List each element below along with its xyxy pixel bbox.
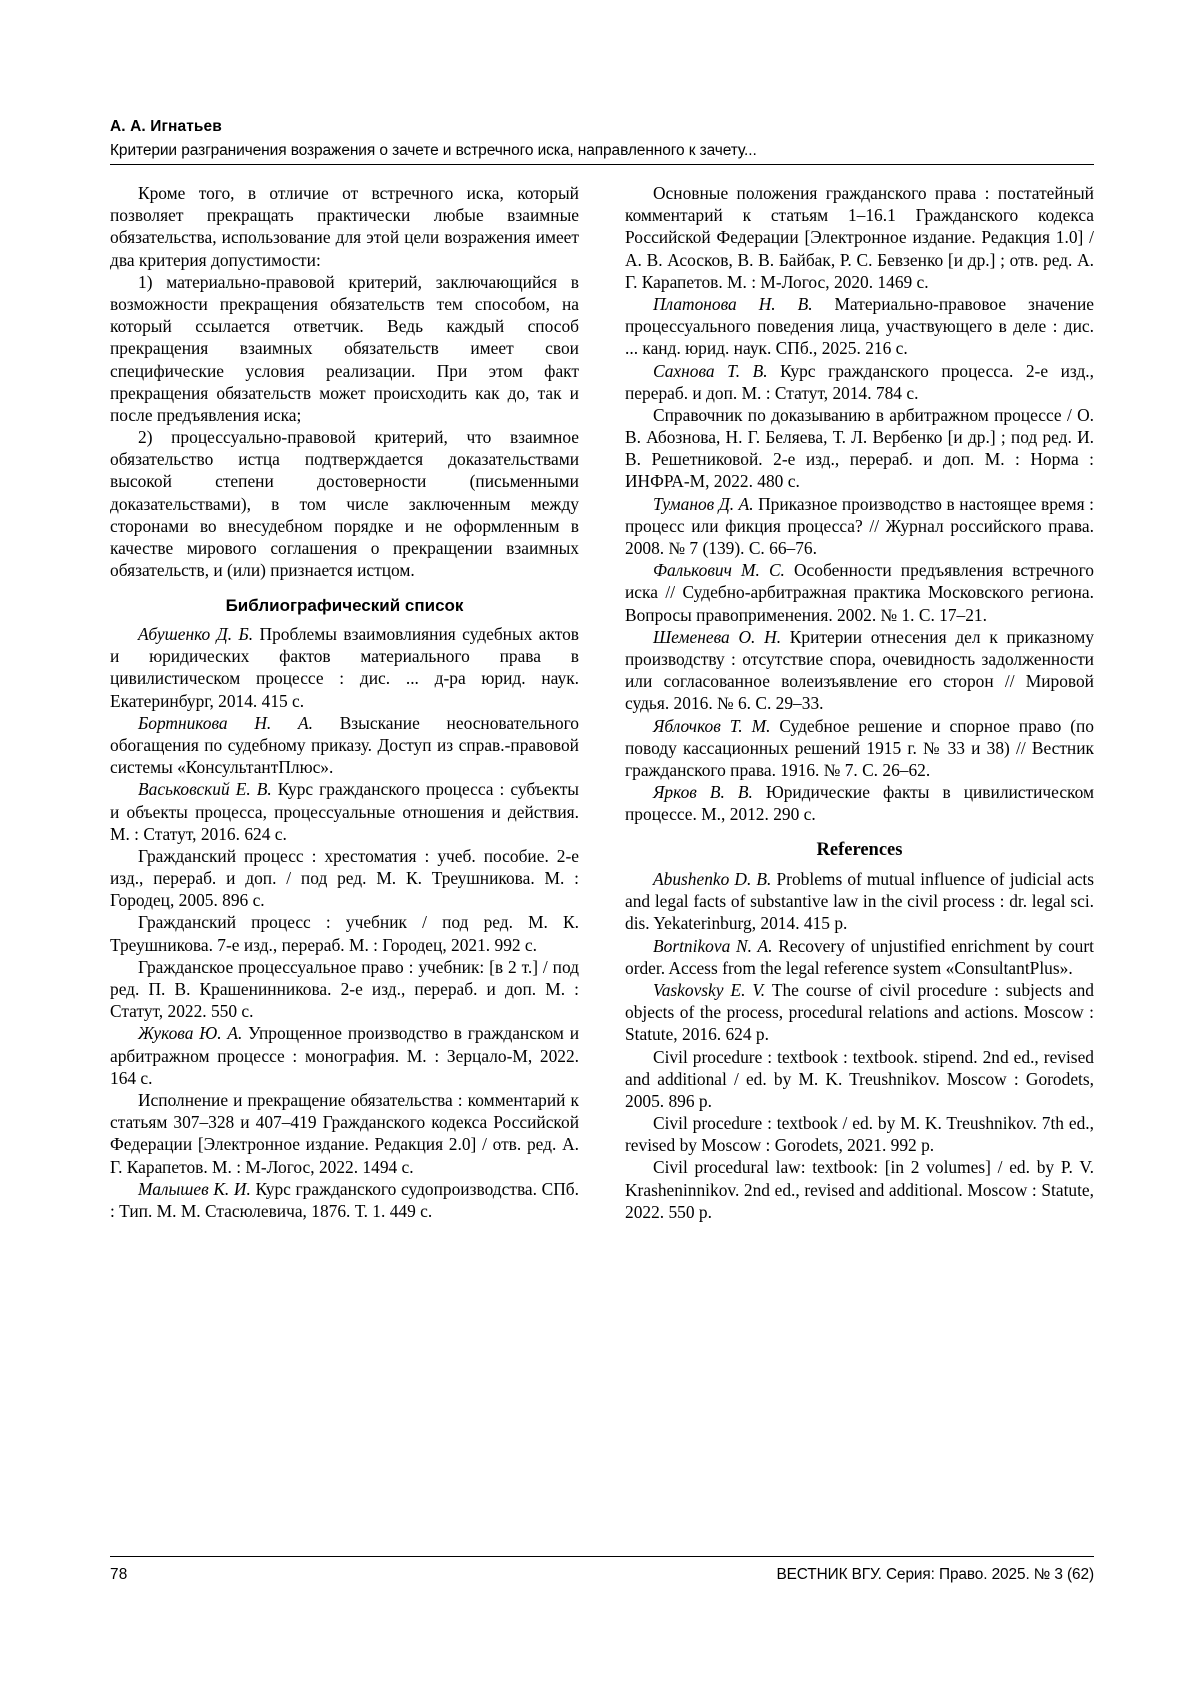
entry-text: Проблемы взаимовлияния судебных актов и юридических фактов материального права в цивилистическом процессе : дис. ... д-ра юрид. наук. Екатеринбург, 2014. 415 с. xyxy=(110,624,579,711)
entry-text: Особенности предъявления встречного иска // Судебно-арбитражная практика Московского региона. Вопросы правоприменения. 2002. № 1. С. 17–21. xyxy=(625,560,1094,625)
page-number: 78 xyxy=(110,1566,128,1583)
bibliography-entry xyxy=(625,715,1094,782)
entry-author: Фалькович М. С. xyxy=(653,560,785,581)
body-paragraph: Кроме того, в отличие от встречного иска, который позволяет прекращать практически любые взаимные обязательства, использование для этой цели возражения имеет два критерия допустимости: xyxy=(110,183,579,270)
reference-entry xyxy=(625,868,1094,935)
entry-text: Recovery of unjustified enrichment by court order. Access from the legal reference system «ConsultantPlus». xyxy=(625,935,1094,978)
entry-author: Vaskovsky E. V. xyxy=(653,979,766,1000)
bibliography-entry xyxy=(110,712,579,779)
entry-text: Курс гражданского процесса : субъекты и объекты процесса, процессуальные отношения и действия. М. : Статут, 2016. 624 с. xyxy=(110,779,579,844)
bibliography-entry xyxy=(625,293,1094,360)
header-author: А. А. Игнатьев xyxy=(110,118,222,135)
entry-text: Судебное решение и спорное право (по поводу кассационных решений 1915 г. № 33 и 38) // Вестник гражданского права. 1916. № 7. С. 26–62. xyxy=(625,715,1095,780)
bibliography-entry xyxy=(110,778,579,845)
bibliography-entry xyxy=(625,559,1094,626)
entry-text: Критерии отнесения дел к приказному производству : отсутствие спора, очевидность задолженности или согласованное волеизъявление его сторон // Мировой судья. 2016. № 6. С. 29–33. xyxy=(625,626,1094,714)
entry-text: Курс гражданского судопроизводства. СПб. : Тип. М. М. Стасюлевича, 1876. Т. 1. 449 с. xyxy=(110,1178,579,1221)
entry-author: Малышев К. И. xyxy=(138,1178,251,1199)
two-column-body xyxy=(110,182,1094,1223)
entry-text: Основные положения гражданского права : постатейный комментарий к статьям 1–16.1 Гражданского кодекса Российской Федерации [Электронное издание. Редакция 1.0] / А. В. Асосков, В. В. Байбак, Р. С. Бевзенко [и др.] ; отв. ред. А. Г. Карапетов. М. : М-Логос, 2020. 1469 с. xyxy=(625,183,1094,292)
entry-author: Васьковский Е. В. xyxy=(138,779,272,800)
entry-text: Взыскание неосновательного обогащения по судебному приказу. Доступ из справ.-правовой системы «КонсультантПлюс». xyxy=(110,712,579,778)
entry-text: Problems of mutual influence of judicial acts and legal facts of substantive law in the civil process : dr. legal sci. dis. Yekaterinburg, 2014. 415 p. xyxy=(625,869,1094,934)
entry-text: Civil procedure : textbook : textbook. stipend. 2nd ed., revised and additional / ed. by M. K. Treushnikov. Moscow : Gorodets, 2005. 896 p. xyxy=(625,1046,1094,1111)
entry-author: Туманов Д. А. xyxy=(653,493,754,514)
entry-text: Гражданское процессуальное право : учебник: [в 2 т.] / под ред. П. В. Крашенинникова. 2-е изд., перераб. и доп. М. : Статут, 2022. 550 с. xyxy=(110,956,579,1022)
entry-text: Civil procedure : textbook / ed. by M. K. Treushnikov. 7th ed., revised by Moscow : Gorodets, 2021. 992 p. xyxy=(625,1113,1094,1156)
entry-text: Гражданский процесс : учебник / под ред. М. К. Треушникова. 7-е изд., перераб. М. : Городец, 2021. 992 с. xyxy=(110,912,579,955)
entry-author: Платонова Н. В. xyxy=(653,293,813,314)
bibliography-entry xyxy=(625,626,1094,715)
body-paragraph: 2) процессуально-правовой критерий, что взаимное обязательство истца подтверждается доказательствами высокой степени достоверности (письменными доказательствами), в том числе заключенным между сторонами во внесудебном порядке и не оформленным в качестве мирового соглашения о прекращении взаимных обязательств, и (или) признается истцом. xyxy=(110,427,579,581)
reference-entry xyxy=(625,1156,1094,1223)
reference-entry xyxy=(625,1112,1094,1156)
bibliography-entry xyxy=(625,182,1094,293)
reference-entry xyxy=(625,1046,1094,1113)
entry-text: Материально-правовое значение процессуального поведения лица, участвующего в деле : дис. ... канд. юрид. наук. СПб., 2025. 216 с. xyxy=(625,293,1095,359)
right-column xyxy=(625,182,1094,1223)
entry-author: Abushenko D. B. xyxy=(653,869,772,890)
page-header xyxy=(110,118,1094,165)
page-footer xyxy=(110,1556,1094,1584)
bibliography-entry xyxy=(110,845,579,912)
bibliography-entry xyxy=(625,493,1094,560)
entry-text: Упрощенное производство в гражданском и арбитражном процессе : монография. М. : Зерцало-М, 2022. 164 с. xyxy=(110,1023,580,1088)
entry-author: Бортникова Н. А. xyxy=(138,712,313,733)
reference-entry xyxy=(625,935,1094,979)
journal-title: ВЕСТНИК ВГУ. Серия: Право. 2025. № 3 (62) xyxy=(776,1566,1094,1583)
bibliography-entry xyxy=(110,956,579,1023)
bibliography-entry xyxy=(110,1089,579,1178)
entry-text: Справочник по доказыванию в арбитражном процессе / О. В. Абознова, Н. Г. Беляева, Т. Л. Вербенко [и др.] ; под ред. И. В. Решетниковой. 2-е изд., перераб. и доп. М. : Норма : ИНФРА-М, 2022. 480 с. xyxy=(625,404,1094,492)
entry-text: Civil procedural law: textbook: [in 2 volumes] / ed. by P. V. Krasheninnikov. 2nd ed., revised and additional. Moscow : Statute, 2022. 550 p. xyxy=(625,1157,1094,1222)
entry-text: Исполнение и прекращение обязательства : комментарий к статьям 307–328 и 407–419 Гражданского кодекса Российской Федерации [Электронное издание. Редакция 2.0] / отв. ред. А. Г. Карапетов. М. : М-Логос, 2022. 1494 с. xyxy=(110,1089,579,1177)
left-column xyxy=(110,182,579,1222)
entry-author: Абушенко Д. Б. xyxy=(138,624,254,645)
header-running-title: Критерии разграничения возражения о зачете и встречного иска, направленного к зачету... xyxy=(110,142,757,159)
entry-author: Сахнова Т. В. xyxy=(653,360,768,381)
bibliography-entry xyxy=(625,404,1094,493)
reference-entry xyxy=(625,979,1094,1046)
bibliography-entry xyxy=(625,360,1094,404)
bibliography-entry xyxy=(625,781,1094,825)
bibliography-entry xyxy=(110,1022,579,1089)
body-paragraph: 1) материально-правовой критерий, заключающийся в возможности прекращения обязательств тем способом, на который ссылается ответчик. Ведь каждый способ прекращения взаимных обязательств имеет свои специфические условия реализации. При этом факт прекращения обязательств может происходить как до, так и после предъявления иска; xyxy=(110,271,579,425)
entry-text: Приказное производство в настоящее время : процесс или фикция процесса? // Журнал российского права. 2008. № 7 (139). С. 66–76. xyxy=(625,493,1094,558)
bibliography-entry xyxy=(110,623,579,712)
entry-author: Ярков В. В. xyxy=(653,782,753,803)
entry-text: Гражданский процесс : хрестоматия : учеб. пособие. 2-е изд., перераб. и доп. / под ред. М. К. Треушникова. М. : Городец, 2005. 896 с. xyxy=(110,845,579,911)
entry-author: Яблочков Т. М. xyxy=(653,715,771,736)
entry-author: Жукова Ю. А. xyxy=(138,1023,243,1044)
bibliography-entry xyxy=(110,911,579,955)
entry-text: Юридические факты в цивилистическом процессе. М., 2012. 290 с. xyxy=(625,782,1094,825)
entry-author: Bortnikova N. A. xyxy=(653,935,773,956)
bibliography-entry xyxy=(110,1178,579,1222)
entry-text: The course of civil procedure : subjects and objects of the process, procedural relations and actions. Moscow : Statute, 2016. 624 p. xyxy=(625,979,1094,1045)
header-divider xyxy=(110,164,1094,165)
references-heading: References xyxy=(816,840,903,861)
entry-author: Шеменева О. Н. xyxy=(653,626,782,647)
page-content xyxy=(110,118,1094,1223)
entry-text: Курс гражданского процесса. 2-е изд., перераб. и доп. М. : Статут, 2014. 784 с. xyxy=(625,360,1095,403)
bibliography-heading: Библиографический список xyxy=(225,596,464,616)
